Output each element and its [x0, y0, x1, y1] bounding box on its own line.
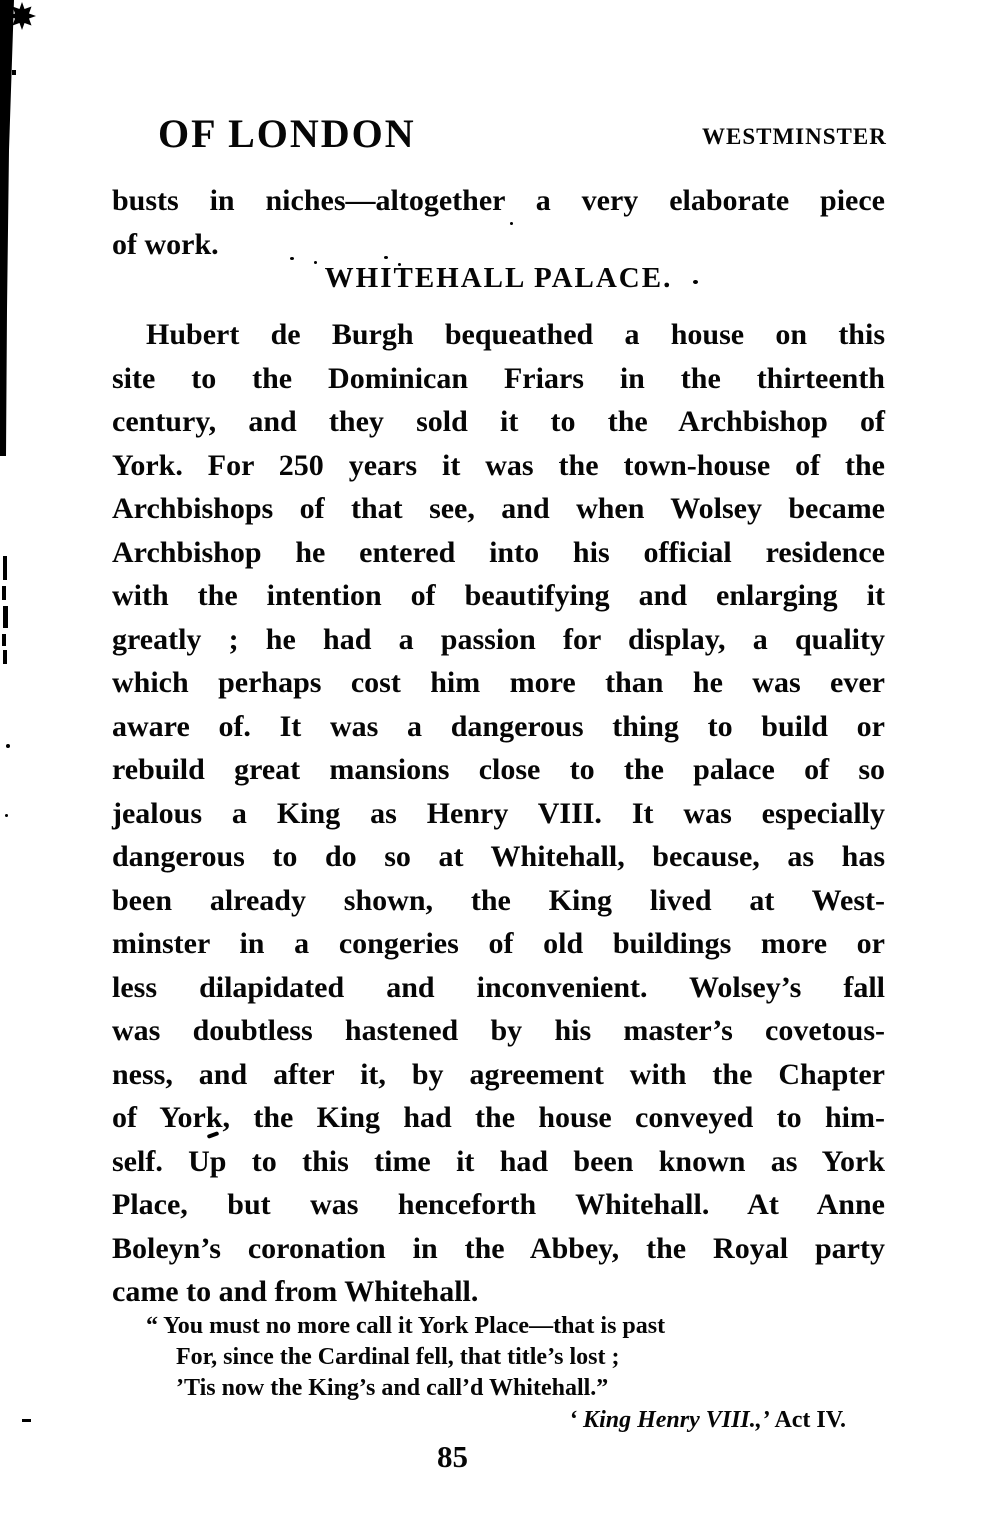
text-line: site to the Dominican Friars in the thirteenth [112, 361, 885, 395]
text-line: self. Up to this time it had been known as York [112, 1144, 885, 1178]
quote-line: “ You must no more call it York Place—that is past [146, 1313, 666, 1339]
page-number: 85 [437, 1439, 468, 1474]
text-line: came to and from Whitehall. [112, 1275, 479, 1308]
scan-artifact-dash [2, 634, 6, 646]
main-paragraph [112, 313, 885, 1314]
text-line: aware of. It was a dangerous thing to build or [112, 709, 885, 743]
text-line: dangerous to do so at Whitehall, because, as has [112, 840, 885, 873]
text-line: with the intention of beautifying and enlarging it [112, 579, 885, 612]
text-line: of York, the King had the house conveyed to him- [112, 1101, 885, 1134]
text-line: jealous a King as Henry VIII. It was especially [112, 796, 885, 830]
verse-quote [146, 1311, 852, 1436]
text-line: century, and they sold it to the Archbishop of [112, 405, 885, 438]
text-line: busts in niches—altogether a very elaborate piece [112, 184, 885, 217]
text-line: Archbishops of that see, and when Wolsey became [112, 492, 885, 525]
text-line: minster in a congeries of old buildings more or [112, 927, 885, 960]
text-line: less dilapidated and inconvenient. Wolsey’s fall [112, 970, 885, 1004]
scan-artifact-dash [3, 650, 7, 664]
scan-artifact-dot [6, 744, 10, 748]
scan-artifact-bar [0, 0, 44, 470]
scan-artifact-dash [2, 586, 6, 600]
quote-act: Act IV. [769, 1407, 846, 1433]
running-header-title: OF LONDON [158, 111, 416, 156]
scan-artifact-dash [3, 606, 8, 628]
scan-artifact-dash [22, 1419, 31, 1422]
section-heading: WHITEHALL PALACE. [324, 262, 673, 294]
text-line: rebuild great mansions close to the palace of so [112, 753, 885, 786]
scan-artifact-dot [5, 814, 8, 817]
text-line: which perhaps cost him more than he was ever [112, 666, 885, 699]
quote-work-title: ‘ King Henry VIII.,’ [569, 1407, 770, 1433]
text-line: Hubert de Burgh bequeathed a house on this [146, 318, 885, 351]
text-line: Boleyn’s coronation in the Abbey, the Royal party [112, 1231, 885, 1265]
quote-line: For, since the Cardinal fell, that title’s lost ; [176, 1344, 620, 1370]
quote-line: ’Tis now the King’s and call’d Whitehall.” [176, 1375, 609, 1401]
text-line: of work. [112, 227, 219, 261]
scan-artifact-dash [3, 556, 7, 580]
text-line: Archbishop he entered into his official residence [112, 535, 885, 569]
text-line: York. For 250 years it was the town-house of the [112, 448, 885, 482]
text-line: greatly ; he had a passion for display, a quality [112, 622, 885, 656]
text-line: been already shown, the King lived at West- [112, 883, 885, 917]
running-header-section: WESTMINSTER [702, 124, 887, 149]
text-line: ness, and after it, by agreement with the Chapter [112, 1057, 885, 1091]
quote-attribution [146, 1405, 852, 1436]
intro-paragraph [112, 179, 885, 266]
text-line: was doubtless hastened by his master’s covetous- [112, 1014, 885, 1047]
text-line: Place, but was henceforth Whitehall. At Anne [112, 1188, 885, 1221]
